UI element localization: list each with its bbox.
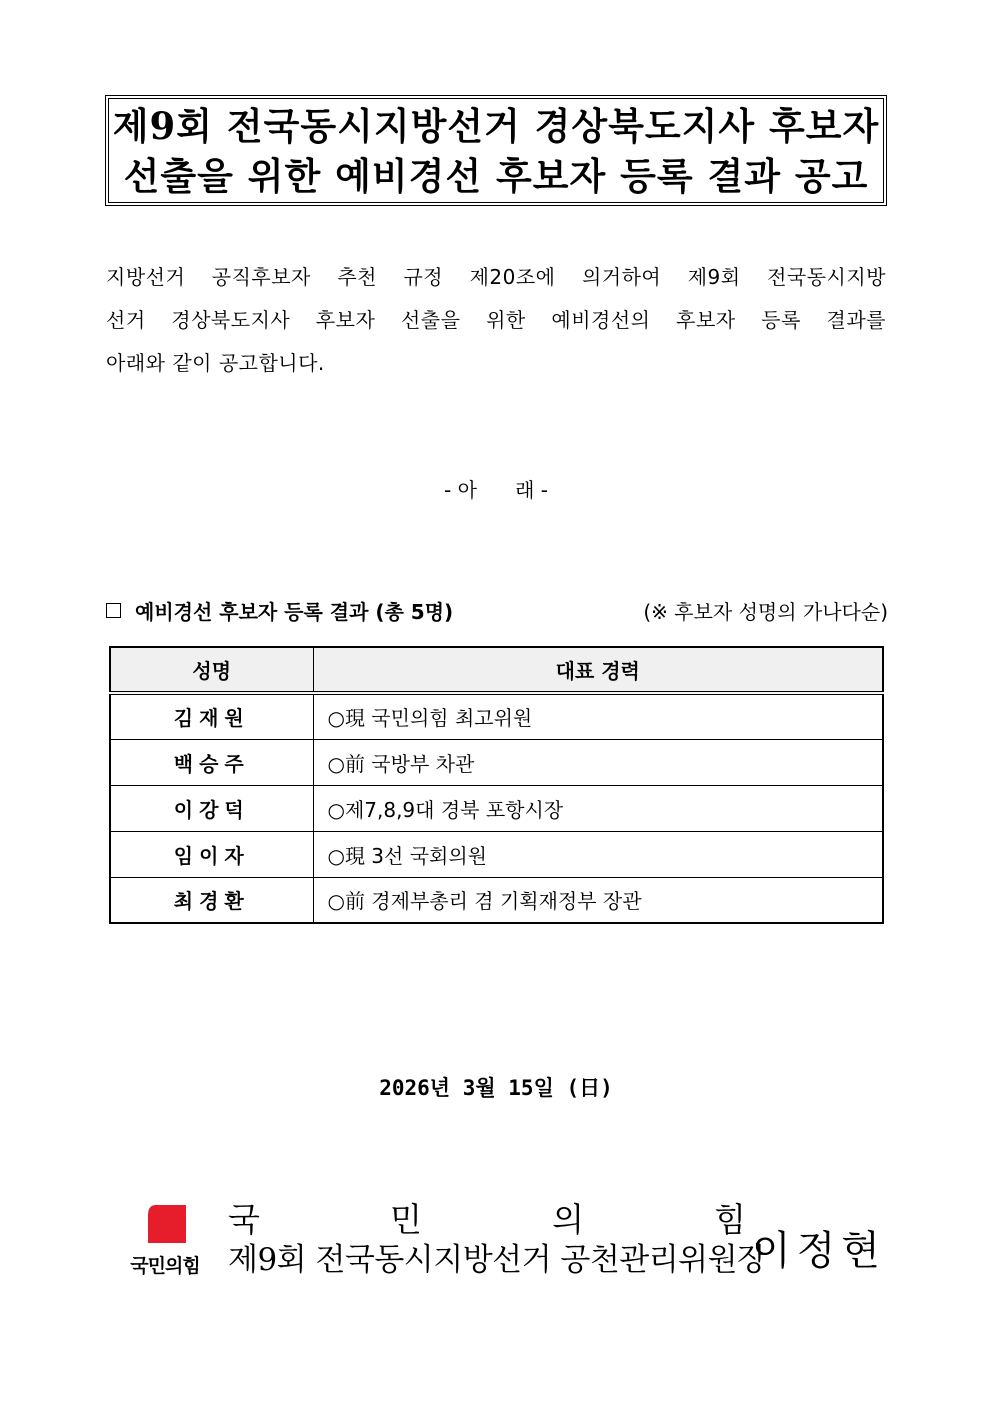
candidate-career: ○現 국민의힘 최고위원 — [313, 693, 883, 739]
notice-title-line2: 선출을 위한 예비경선 후보자 등록 결과 공고 — [123, 153, 869, 198]
notice-title-box — [105, 95, 887, 206]
candidate-career: ○前 경제부총리 겸 기획재정부 장관 — [313, 877, 883, 923]
table-row — [110, 785, 883, 831]
notice-title-inner — [108, 98, 884, 203]
intro-line-3: 아래와 같이 공고합니다. — [106, 351, 325, 375]
candidate-name: 김재원 — [110, 693, 313, 739]
table-row — [110, 831, 883, 877]
table-row — [110, 693, 883, 739]
party-char: 국 — [228, 1200, 260, 1239]
intro-line-1: 지방선거 공직후보자 추천 규정 제20조에 의거하여 제9회 전국동시지방 — [106, 265, 886, 289]
section-heading-left — [106, 596, 453, 625]
table-row — [110, 739, 883, 785]
notice-date: 2026년 3월 15일 (日) — [379, 1076, 613, 1100]
candidate-name: 백승주 — [110, 739, 313, 785]
party-logo — [115, 1205, 215, 1285]
party-char: 의 — [552, 1200, 584, 1239]
party-char: 민 — [390, 1200, 422, 1239]
candidate-name: 최경환 — [110, 877, 313, 923]
candidate-career: ○前 국방부 차관 — [313, 739, 883, 785]
signer-organization — [228, 1200, 767, 1280]
section-heading — [106, 596, 888, 625]
party-char: 힘 — [714, 1200, 746, 1239]
header-career: 대표 경력 — [313, 647, 883, 693]
section-divider-ara: - 아 래 - — [444, 478, 548, 502]
candidate-name: 이강덕 — [110, 785, 313, 831]
header-name: 성명 — [110, 647, 313, 693]
candidate-career: ○제7,8,9대 경북 포항시장 — [313, 785, 883, 831]
candidate-name: 임이자 — [110, 831, 313, 877]
candidate-table — [109, 646, 884, 924]
square-bullet-icon — [106, 603, 121, 618]
intro-paragraph — [106, 256, 886, 385]
party-logo-icon — [148, 1205, 186, 1243]
candidate-career: ○現 3선 국회의원 — [313, 831, 883, 877]
party-logo-text: 국민의힘 — [130, 1255, 200, 1277]
notice-title-line1: 제9회 전국동시지방선거 경상북도지사 후보자 — [112, 103, 880, 148]
signer-party-name — [228, 1200, 746, 1240]
table-row — [110, 877, 883, 923]
table-header-row — [110, 647, 883, 693]
signer-committee: 제9회 전국동시지방선거 공천관리위원장 — [228, 1242, 767, 1278]
signer-name: 이정현 — [752, 1228, 886, 1274]
intro-line-2: 선거 경상북도지사 후보자 선출을 위한 예비경선의 후보자 등록 결과를 — [106, 308, 886, 332]
section-note: (※ 후보자 성명의 가나다순) — [643, 600, 888, 624]
section-heading-text: 예비경선 후보자 등록 결과 (총 5명) — [135, 600, 454, 624]
